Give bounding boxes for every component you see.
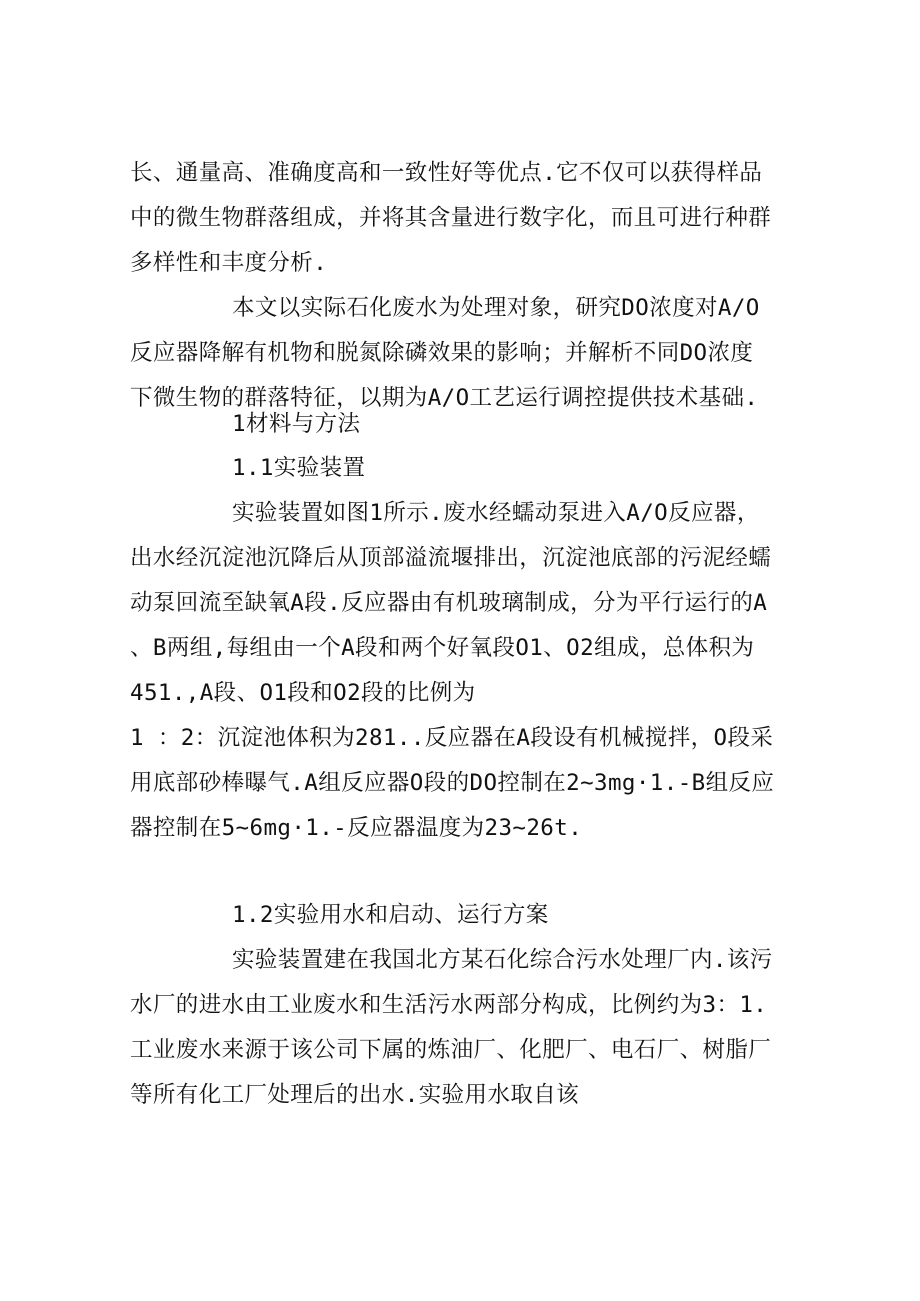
paragraph-line: 反应器降解有机物和脱氮除磷效果的影响；并解析不同DO浓度 xyxy=(130,340,754,366)
paragraph-line: 中的微生物群落组成，并将其含量进行数字化，而且可进行种群 xyxy=(130,205,772,231)
paragraph-line: 多样性和丰度分析. xyxy=(130,250,328,276)
paragraph-line: 实验装置如图1所示.废水经蠕动泵进入A/O反应器， xyxy=(232,500,760,526)
section-heading: 1材料与方法 xyxy=(232,411,361,437)
paragraph-line: 工业废水来源于该公司下属的炼油厂、化肥厂、电石厂、树脂厂 xyxy=(130,1037,772,1063)
paragraph-line: 、B两组,每组由一个A段和两个好氧段O1、O2组成，总体积为 xyxy=(130,635,755,661)
paragraph-line: 用底部砂棒曝气.A组反应器O段的DO控制在2~3mg·1.-B组反应 xyxy=(130,770,775,796)
paragraph-line: 出水经沉淀池沉降后从顶部溢流堰排出，沉淀池底部的污泥经蠕 xyxy=(130,545,772,571)
paragraph-line: 实验装置建在我国北方某石化综合污水处理厂内.该污 xyxy=(232,947,773,973)
subsection-heading: 1.2实验用水和启动、运行方案 xyxy=(232,902,549,928)
subsection-heading: 1.1实验装置 xyxy=(232,455,366,481)
paragraph-line: 下微生物的群落特征，以期为A/O工艺运行调控提供技术基础. xyxy=(130,385,759,411)
paragraph-line: 本文以实际石化废水为处理对象，研究DO浓度对A/O xyxy=(232,295,760,321)
paragraph-line: 水厂的进水由工业废水和生活污水两部分构成，比例约为3：1. xyxy=(130,992,768,1018)
paragraph-line: 动泵回流至缺氧A段.反应器由有机玻璃制成，分为平行运行的A xyxy=(130,590,768,616)
paragraph-line: 器控制在5~6mg·1.-反应器温度为23~26t. xyxy=(130,815,583,841)
paragraph-line: 1 ：2：沉淀池体积为281..反应器在A段设有机械搅拌，O段采 xyxy=(130,725,774,751)
paragraph-line: 451.,A段、O1段和O2段的比例为 xyxy=(130,680,476,706)
paragraph-line: 等所有化工厂处理后的出水.实验用水取自该 xyxy=(130,1082,580,1108)
paragraph-line: 长、通量高、准确度高和一致性好等优点.它不仅可以获得样品 xyxy=(130,160,763,186)
